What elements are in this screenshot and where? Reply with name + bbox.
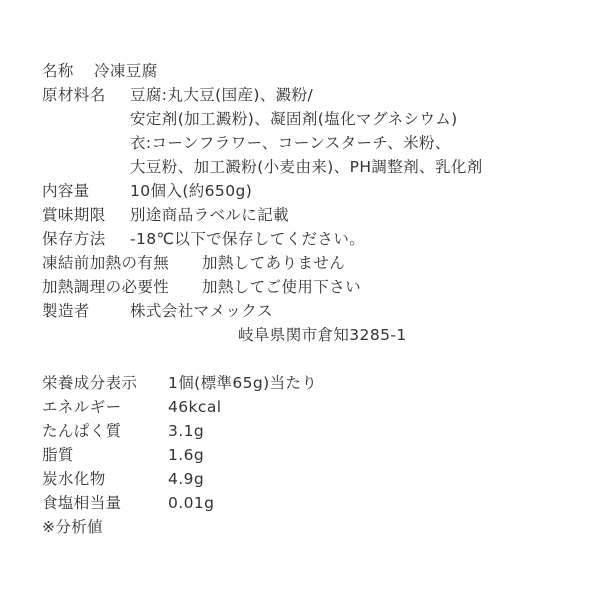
nutrition-value: 46kcal <box>168 398 222 416</box>
content-value: 10個入(約650g) <box>130 182 253 200</box>
ingredients-line: 衣:コーンフラワー、コーンスターチ、米粉、 <box>130 134 451 152</box>
maker-label: 製造者 <box>42 302 90 320</box>
cooking-value: 加熱してご使用下さい <box>202 278 362 296</box>
nutrition-value: 4.9g <box>168 470 205 488</box>
nutrition-label: たんぱく質 <box>42 422 122 440</box>
nutrition-label: 食塩相当量 <box>42 494 122 512</box>
expiry-value: 別途商品ラベルに記載 <box>130 206 290 224</box>
ingredients-line: 豆腐:丸大豆(国産)、澱粉/ <box>130 86 314 104</box>
storage-label: 保存方法 <box>42 230 106 248</box>
expiry-label: 賞味期限 <box>42 206 106 224</box>
nutrition-value: 3.1g <box>168 422 205 440</box>
nutrition-header-value: 1個(標準65g)当たり <box>168 374 318 392</box>
nutrition-header-label: 栄養成分表示 <box>42 374 138 392</box>
cooking-label: 加熱調理の必要性 <box>42 278 170 296</box>
content-label: 内容量 <box>42 182 90 200</box>
preheated-label: 凍結前加熱の有無 <box>42 254 170 272</box>
nutrition-label: 脂質 <box>42 446 74 464</box>
nutrition-value: 1.6g <box>168 446 205 464</box>
ingredients-label: 原材料名 <box>42 86 106 104</box>
maker-value: 株式会社マメックス <box>130 302 273 320</box>
nutrition-note: ※分析値 <box>42 518 104 536</box>
nutrition-value: 0.01g <box>168 494 215 512</box>
preheated-value: 加熱してありません <box>202 254 346 272</box>
storage-value: -18℃以下で保存してください。 <box>130 230 366 248</box>
ingredients-line: 大豆粉、加工澱粉(小麦由来)、PH調整剤、乳化剤 <box>130 158 483 176</box>
ingredients-line: 安定剤(加工澱粉)、凝固剤(塩化マグネシウム) <box>130 110 458 128</box>
nutrition-label: 炭水化物 <box>42 470 106 488</box>
name-label: 名称 <box>42 62 74 80</box>
name-value: 冷凍豆腐 <box>94 62 158 80</box>
maker-address: 岐阜県関市倉知3285-1 <box>238 326 407 344</box>
nutrition-label: エネルギー <box>42 398 122 416</box>
